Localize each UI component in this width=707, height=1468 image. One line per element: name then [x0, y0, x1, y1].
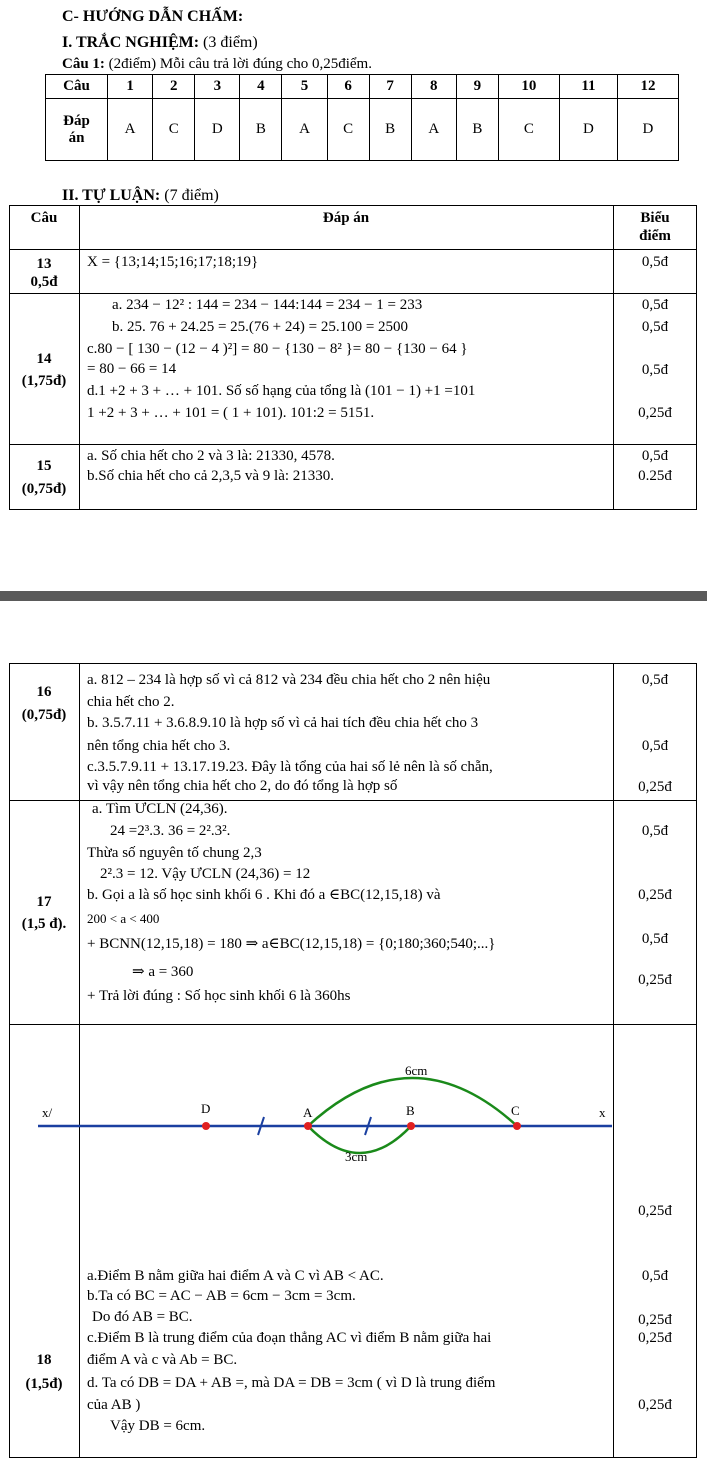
mc-answer: B — [456, 99, 498, 161]
col-divider — [79, 205, 80, 510]
mc-answer: D — [195, 99, 240, 161]
arc-ac — [308, 1078, 517, 1126]
question-points: 0,5đ — [30, 274, 58, 290]
col-header-cau: Câu — [30, 210, 58, 226]
score: 0,5đ — [641, 1268, 669, 1284]
score: 0,5đ — [641, 931, 669, 947]
answer-line: 200 < a < 400 — [87, 911, 160, 926]
answer-line: nên tổng chia hết cho 3. — [87, 738, 231, 754]
part1-points: (3 điểm) — [199, 34, 258, 51]
question-number: 18 — [36, 1352, 52, 1368]
score: 0,25đ — [638, 972, 672, 988]
answer-line: vì vậy nên tổng chia hết cho 2, do đó tổng là hợp số — [87, 778, 398, 794]
point-b — [407, 1122, 415, 1130]
answer-line: Thừa số nguyên tố chung 2,3 — [87, 845, 262, 861]
answer-line: chia hết cho 2. — [87, 694, 175, 710]
answer-line: = 80 − 66 = 14 — [87, 361, 177, 377]
mc-answer: D — [559, 99, 617, 161]
answer-line: Vậy DB = 6cm. — [110, 1418, 206, 1434]
label-c: C — [511, 1103, 520, 1118]
answer-line: Do đó AB = BC. — [92, 1309, 193, 1325]
mc-question-number: 6 — [327, 75, 369, 99]
score: 0,25đ — [638, 1203, 672, 1219]
mc-question-number: 2 — [153, 75, 195, 99]
label-3cm: 3cm — [345, 1149, 368, 1164]
mc-question-number: 4 — [240, 75, 282, 99]
mc-answer: A — [411, 99, 456, 161]
question-points: (0,75đ) — [21, 481, 67, 497]
score: 0,25đ — [638, 405, 672, 421]
mc-answer: B — [369, 99, 411, 161]
mc-answer: A — [282, 99, 327, 161]
col-header-bieudiem: điểm — [639, 228, 671, 244]
question-points: (1,75đ) — [21, 373, 67, 389]
part2-points: (7 điểm) — [160, 187, 219, 204]
question-number: 14 — [36, 351, 52, 367]
score: 0,25đ — [638, 1397, 672, 1413]
mc-question-number: 3 — [195, 75, 240, 99]
question-number: 15 — [36, 458, 52, 474]
part2-heading — [62, 188, 219, 204]
score: 0.25đ — [638, 468, 672, 484]
label-6cm: 6cm — [405, 1063, 428, 1078]
answer-line: điểm A và c và Ab = BC. — [87, 1352, 238, 1368]
essay-table-top — [9, 205, 697, 510]
col-header-dapan: Đáp án — [322, 210, 370, 226]
mc-answer: C — [327, 99, 369, 161]
answer-line: 2².3 = 12. Vậy ƯCLN (24,36) = 12 — [100, 866, 311, 882]
mc-row-label-line: Đáp — [63, 112, 90, 129]
question-number: 16 — [36, 684, 52, 700]
answer-line: + BCNN(12,15,18) = 180 ⇒ a∈BC(12,15,18) = {0;180;360;540;...} — [87, 936, 496, 952]
score: 0,5đ — [641, 672, 669, 688]
score: 0,5đ — [641, 738, 669, 754]
mc-row-label: Câu — [46, 75, 108, 99]
row-divider — [9, 249, 697, 250]
row-divider — [9, 444, 697, 445]
point-d — [202, 1122, 210, 1130]
q1-heading — [62, 56, 372, 72]
mc-row-label-line: án — [68, 129, 85, 146]
mc-question-number: 10 — [498, 75, 559, 99]
answer-line: a.Điểm B nằm giữa hai điểm A và C vì AB < AC. — [87, 1268, 384, 1284]
answer-line: a. Tìm ƯCLN (24,36). — [92, 801, 228, 817]
answer-line: X = {13;14;15;16;17;18;19} — [87, 254, 259, 270]
part2-title: II. TỰ LUẬN: — [62, 187, 161, 204]
answer-line: b. 3.5.7.11 + 3.6.8.9.10 là hợp số vì cả hai tích đều chia hết cho 3 — [87, 715, 479, 731]
answer-line: d. Ta có DB = DA + AB =, mà DA = DB = 3cm ( vì D là trung điểm — [87, 1375, 496, 1391]
mc-question-number: 12 — [617, 75, 678, 99]
score: 0,5đ — [641, 297, 669, 313]
answer-line: c.Điểm B là trung điểm của đoạn thẳng AC vì điểm B nằm giữa hai — [87, 1330, 492, 1346]
answer-line: ⇒ a = 360 — [132, 964, 194, 980]
answer-line: b. Gọi a là số học sinh khối 6 . Khi đó a ∈BC(12,15,18) và — [87, 887, 441, 903]
col-divider — [613, 205, 614, 510]
label-b: B — [406, 1103, 415, 1118]
answer-line: 1 +2 + 3 + … + 101 = ( 1 + 101). 101:2 = 5151. — [87, 405, 375, 421]
mc-answer: B — [240, 99, 282, 161]
geometry-figure — [0, 1025, 707, 1175]
answer-line: b. 25. 76 + 24.25 = 25.(76 + 24) = 25.100 = 2500 — [112, 319, 409, 335]
score: 0,5đ — [641, 823, 669, 839]
score: 0,5đ — [641, 362, 669, 378]
mc-question-number: 8 — [411, 75, 456, 99]
mc-row-label — [46, 99, 108, 161]
label-x: x — [599, 1105, 606, 1120]
answer-line: a. 234 − 12² : 144 = 234 − 144:144 = 234 − 1 = 233 — [112, 297, 423, 313]
answer-line: b.Ta có BC = AC − AB = 6cm − 3cm = 3cm. — [87, 1288, 356, 1304]
score: 0,25đ — [638, 887, 672, 903]
mc-question-number: 11 — [559, 75, 617, 99]
score: 0,5đ — [641, 254, 669, 270]
question-number: 17 — [36, 894, 52, 910]
question-points: (0,75đ) — [21, 707, 67, 723]
answer-line: a. 812 – 234 là hợp số vì cả 812 và 234 đều chia hết cho 2 nên hiệu — [87, 672, 491, 688]
mc-question-number: 9 — [456, 75, 498, 99]
score: 0,25đ — [638, 1312, 672, 1328]
answer-line: c.80 − [ 130 − (12 − 4 )²] = 80 − {130 − 8² }= 80 − {130 − 64 } — [87, 341, 468, 357]
point-c — [513, 1122, 521, 1130]
answer-line: a. Số chia hết cho 2 và 3 là: 21330, 4578. — [87, 448, 335, 464]
question-number: 13 — [36, 256, 52, 272]
section-title: C- HƯỚNG DẪN CHẤM: — [62, 8, 244, 25]
mc-answer: C — [153, 99, 195, 161]
answer-line: d.1 +2 + 3 + … + 101. Số số hạng của tổng là (101 − 1) +1 =101 — [87, 383, 476, 399]
mc-answer: A — [108, 99, 153, 161]
score: 0,5đ — [641, 319, 669, 335]
col-header-bieudiem: Biểu — [640, 210, 670, 226]
label-a: A — [303, 1105, 313, 1120]
part1-title: I. TRẮC NGHIỆM: — [62, 34, 200, 51]
answer-line: + Trả lời đúng : Số học sinh khối 6 là 360hs — [87, 988, 351, 1004]
label-d: D — [201, 1101, 211, 1116]
score: 0,5đ — [641, 448, 669, 464]
part1-heading — [62, 35, 258, 51]
label-x-prime: x/ — [42, 1105, 53, 1120]
row-divider — [9, 293, 697, 294]
mc-answer: D — [617, 99, 678, 161]
mc-answer-table — [45, 74, 679, 161]
question-points: (1,5đ) — [25, 1376, 63, 1392]
answer-line: 24 =2³.3. 36 = 2².3². — [110, 823, 231, 839]
q1-desc: (2điểm) Mỗi câu trả lời đúng cho 0,25điểm. — [104, 56, 372, 72]
mc-answer: C — [498, 99, 559, 161]
answer-line: của AB ) — [87, 1397, 141, 1413]
mc-question-number: 5 — [282, 75, 327, 99]
question-points: (1,5 đ). — [21, 916, 67, 932]
score: 0,25đ — [638, 779, 672, 795]
q1-label: Câu 1: — [62, 56, 105, 72]
mc-question-number: 7 — [369, 75, 411, 99]
score: 0,25đ — [638, 1330, 672, 1346]
mc-question-number: 1 — [108, 75, 153, 99]
answer-line: b.Số chia hết cho cả 2,3,5 và 9 là: 21330. — [87, 468, 335, 484]
page-divider — [0, 591, 707, 601]
point-a — [304, 1122, 312, 1130]
answer-line: c.3.5.7.9.11 + 13.17.19.23. Đây là tổng của hai số lẻ nên là số chẵn, — [87, 759, 493, 775]
